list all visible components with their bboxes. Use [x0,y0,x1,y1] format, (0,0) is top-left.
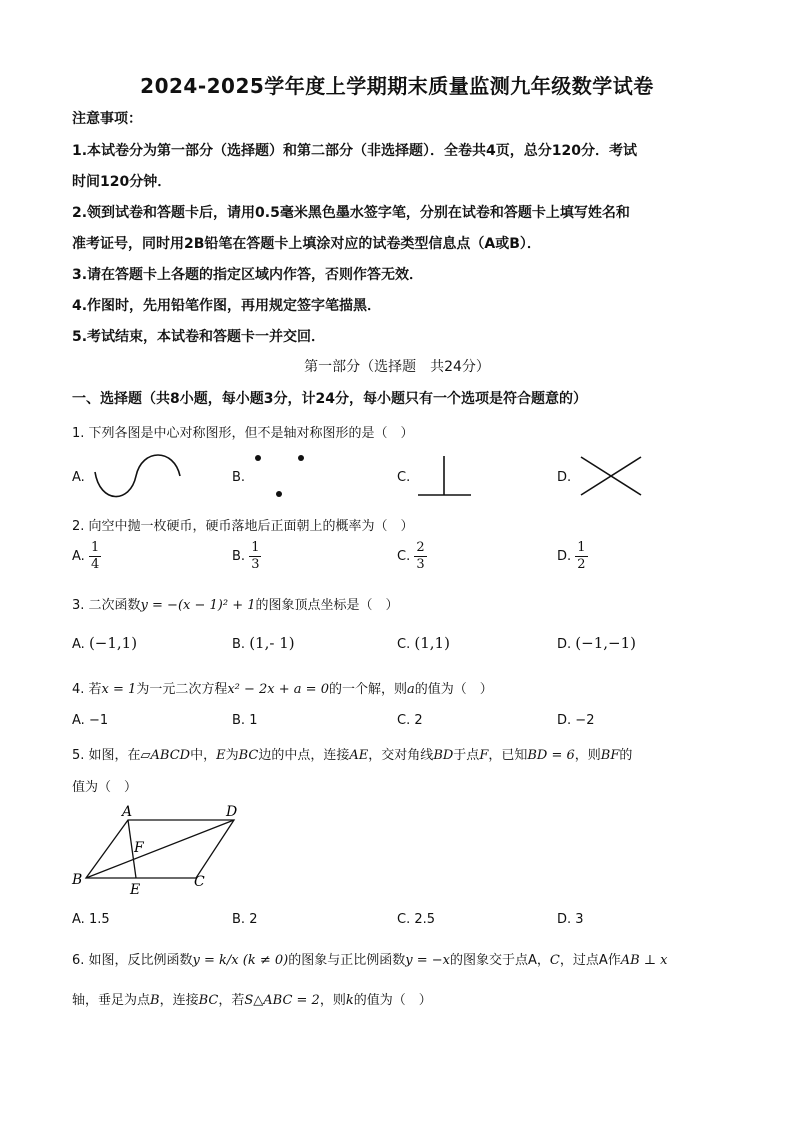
q1-option-c-label: C. [397,470,411,485]
notice-line-3: 2.领到试卷和答题卡后，请用0.5毫米黑色墨水签字笔，分别在试卷和答题卡上填写姓名和 [72,205,630,221]
notice-line-1: 1.本试卷分为第一部分（选择题）和第二部分（非选择题）．全卷共4页，总分120分．考试 [72,143,638,159]
q3-formula: y = −(x − 1)² + 1 [140,598,256,613]
q1-option-d-label: D. [557,470,572,485]
q4-option-d: D. −2 [557,713,595,728]
question-6-text-line-2: 轴，垂足为点B，连接BC，若S△ABC = 2，则k的值为（ ） [72,993,432,1008]
q1-option-b-dots-figure [250,450,310,500]
q2-option-c [397,540,427,573]
q5-option-a: A. 1.5 [72,912,110,927]
q4-option-a: A. −1 [72,713,109,728]
q3-option-c: C. (1,1) [397,634,450,652]
q2-option-b-label: B. [232,549,246,564]
q1-option-a-curve-figure [90,452,186,500]
q2-option-c-label: C. [397,549,411,564]
q2-option-a-fraction: $\frac{1}{4}$ [90,540,100,572]
q2-option-a [72,540,101,573]
notice-heading: 注意事项： [72,111,142,127]
q3-option-a: A. (−1,1) [72,634,138,652]
q5-option-c: C. 2.5 [397,912,436,927]
q1-option-c-perpendicular-figure [414,454,474,498]
q5-label-a: A [122,804,133,820]
q2-option-b [232,540,261,573]
q1-option-b-label: B. [232,470,246,485]
q2-option-a-label: A. [72,549,85,564]
notice-line-7: 5.考试结束，本试卷和答题卡一并交回． [72,329,326,345]
question-5-text-line-1: 5. 如图，在▱ABCD中，E为BC边的中点，连接AE，交对角线BD于点F，已知BD = 6，则BF的 [72,748,633,763]
section-title: 一、选择题（共8小题，每小题3分，计24分，每小题只有一个选项是符合题意的） [72,391,587,407]
q2-option-d-fraction: $\frac{1}{2}$ [577,540,586,572]
q4-option-c: C. 2 [397,713,423,728]
question-6-text-line-1: 6. 如图，反比例函数y = k/x (k ≠ 0)的图象与正比例函数y = −x的图象交于点A，C，过点A作AB ⊥ x [72,953,668,968]
question-1-text: 1. 下列各图是中心对称图形，但不是轴对称图形的是（ ） [72,426,414,441]
q5-label-b: B [72,872,83,888]
question-5-text-line-2: 值为（ ） [72,780,138,795]
notice-line-6: 4.作图时，先用铅笔作图，再用规定签字笔描黑． [72,298,382,314]
q3-option-b: B. (1,- 1) [232,634,295,652]
question-2-text: 2. 向空中抛一枚硬币，硬币落地后正面朝上的概率为（ ） [72,519,414,534]
q1-option-a-label: A. [72,470,85,485]
exam-title: 2024-2025学年度上学期期末质量监测九年级数学试卷 [140,74,654,98]
q5-label-f: F [134,840,144,856]
q5-parallelogram-figure [68,800,248,900]
notice-line-4: 准考证号，同时用2B铅笔在答题卡上填涂对应的试卷类型信息点（A或B）． [72,236,541,252]
q5-option-b: B. 2 [232,912,258,927]
q4-option-b: B. 1 [232,713,258,728]
part-one-title: 第一部分（选择题 共24分） [304,359,490,375]
notice-line-2: 时间120分钟． [72,174,172,190]
q2-option-c-fraction: $\frac{2}{3}$ [416,540,425,572]
q5-label-d: D [226,804,238,820]
q5-label-e: E [130,882,141,898]
question-4-text: 4. 若x = 1为一元二次方程x² − 2x + a = 0的一个解，则a的值为（ ） [72,682,493,697]
q5-label-c: C [194,874,205,890]
question-3-text: 3. 二次函数y = −(x − 1)² + 1的图象顶点坐标是（ ） [72,598,399,613]
q2-option-d-label: D. [557,549,572,564]
notice-line-5: 3.请在答题卡上各题的指定区域内作答，否则作答无效． [72,267,424,283]
q1-option-d-cross-figure [578,454,644,498]
q3-option-d: D. (−1,−1) [557,634,636,652]
q2-option-b-fraction: $\frac{1}{3}$ [251,540,260,572]
q2-option-d [557,540,588,573]
q5-option-d: D. 3 [557,912,584,927]
